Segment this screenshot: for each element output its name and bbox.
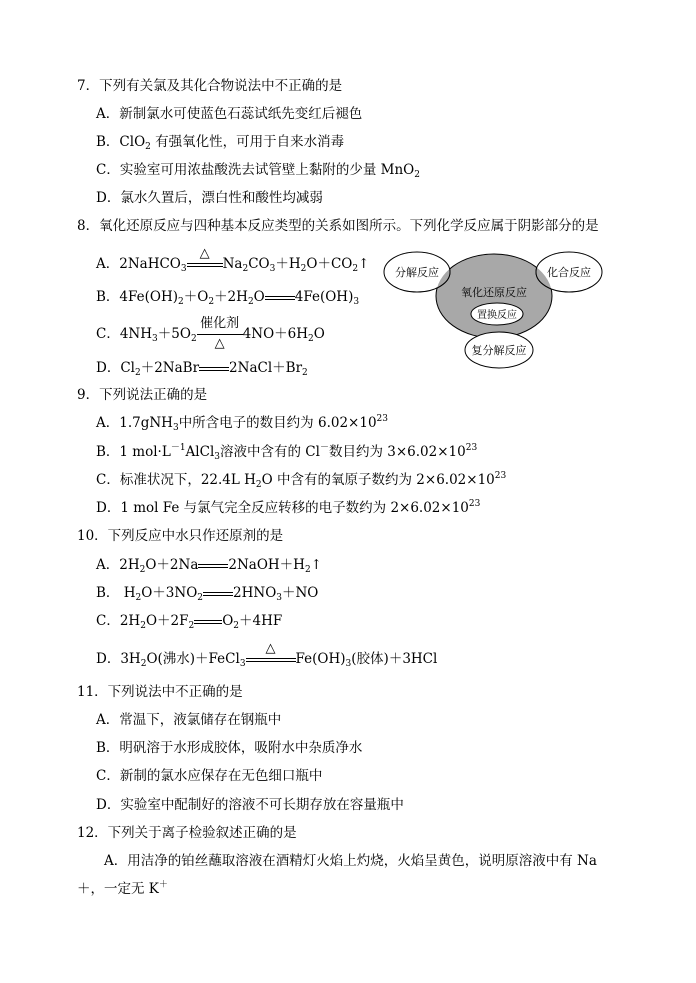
heat-condition: △ — [199, 245, 210, 261]
q7-option-b: B．ClO$_2$ 有强氧化性，可用于自来水消毒 — [96, 134, 345, 152]
q8-option-a: A．2NaHCO$_3$ △ $Na_2CO_3+H_2O+CO_2↑$ — [96, 245, 370, 274]
heat-condition: △ — [265, 640, 276, 656]
reaction-type-venn-diagram — [380, 246, 620, 372]
label-displacement: 置换反应 — [477, 310, 517, 321]
q11-stem: 11．下列说法中不正确的是 — [77, 684, 243, 700]
q7-option-a: A．新制氯水可使蓝色石蕊试纸先变红后褪色 — [96, 106, 363, 122]
q8-option-c: C．$4NH_3+5O_2$ 催化剂 △ $4NO+6H_2O$ — [96, 316, 325, 351]
q10-option-b: B． $H_2O+3NO_2$ $2HNO_3+NO$ — [96, 585, 319, 603]
q11-option-a: A．常温下，液氯储存在钢瓶中 — [96, 712, 282, 728]
q8-option-b: B．$4Fe(OH)_2+O_2+2H_2O$ $4Fe(OH)_3$ — [96, 289, 360, 307]
q7-option-c: C．实验室可用浓盐酸洗去试管壁上黏附的少量 MnO$_2$ — [96, 162, 420, 180]
q10-stem: 10．下列反应中水只作还原剂的是 — [77, 528, 284, 544]
label-combination: 化合反应 — [547, 266, 591, 279]
q9-option-c: C．标准状况下，22.4L $H_2O$ 中含有的氧原子数约为 $2\times 6.02\times 10^{23}$ — [96, 471, 507, 490]
q12-option-a-line1: A．用洁净的铂丝蘸取溶液在酒精灯火焰上灼烧，火焰呈黄色，说明原溶液中有 Na — [104, 853, 597, 869]
q8-stem: 8．氧化还原反应与四种基本反应类型的关系如图所示。下列化学反应属于阴影部分的是 — [77, 218, 599, 234]
label-double-decomposition: 复分解反应 — [471, 344, 527, 357]
q11-option-c: C．新制的氯水应保存在无色细口瓶中 — [96, 768, 323, 784]
q12-option-a-line2: ＋，一定无 K＋ — [77, 880, 168, 897]
q8-option-d: D．$Cl_2+2NaBr$ $2NaCl+Br_2$ — [96, 360, 308, 378]
q7-stem: 7．下列有关氯及其化合物说法中不正确的是 — [77, 78, 343, 94]
catalyst-condition: 催化剂 — [200, 316, 240, 331]
label-redox: 氧化还原反应 — [461, 286, 527, 299]
q9-option-b: B．1 $mol\cdot L^{-1}AlCl_3$溶液中含有的 Cl－数目约为 $3\times 6.02\times 10^{23}$ — [96, 443, 478, 462]
q10-option-a: A．$2H_2O+2Na$ $2NaOH+H_2↑$ — [96, 557, 323, 575]
q10-option-c: C．$2H_2O+2F_2$ $O_2+4HF$ — [96, 613, 283, 631]
q9-stem: 9．下列说法正确的是 — [77, 387, 208, 403]
q9-option-a: A．1.7gNH$_3$中所含电子的数目约为 $6.02\times 10^{23}$ — [96, 414, 388, 433]
label-decomposition: 分解反应 — [395, 266, 439, 279]
q11-option-b: B．明矾溶于水形成胶体，吸附水中杂质净水 — [96, 740, 363, 756]
q11-option-d: D．实验室中配制好的溶液不可长期存放在容量瓶中 — [96, 797, 404, 813]
q10-option-d: D．$3H_2O$(沸水)＋FeCl$_3$ △ $Fe(OH)_3$(胶体)＋3HCl — [96, 640, 438, 669]
q12-stem: 12．下列关于离子检验叙述正确的是 — [77, 825, 297, 841]
q9-option-d: D．1 mol Fe 与氯气完全反应转移的电子数约为 $2\times 6.02\times 10^{23}$ — [96, 499, 481, 516]
q7-option-d: D．氯水久置后，漂白性和酸性均减弱 — [96, 190, 323, 206]
heat-condition: △ — [214, 336, 225, 351]
